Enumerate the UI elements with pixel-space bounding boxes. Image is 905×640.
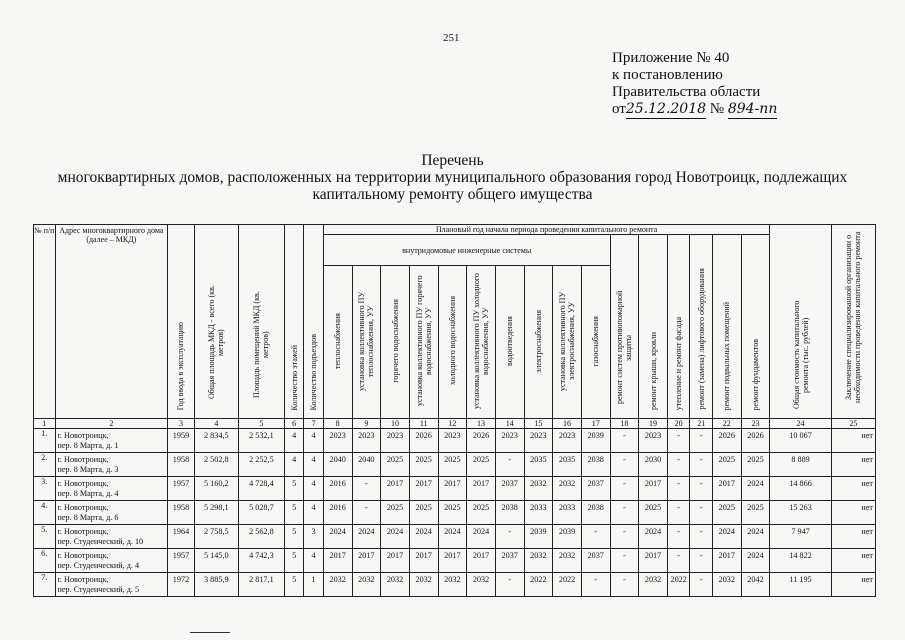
table-cell: 2023 bbox=[381, 429, 410, 453]
header-engineering: внутридомовые инженерные системы bbox=[323, 235, 610, 266]
table-cell: 2032 bbox=[438, 573, 467, 597]
table-cell: 2025 bbox=[438, 501, 467, 525]
table-cell: 5 145,0 bbox=[194, 549, 238, 573]
handwritten-date: 25.12.2018 bbox=[625, 101, 707, 117]
table-row bbox=[34, 525, 876, 549]
table-cell: нет bbox=[831, 477, 875, 501]
column-number: 11 bbox=[409, 419, 438, 429]
header-entrances: Количество подъездов bbox=[304, 225, 323, 419]
address-street: пер. 8 Марта, д. 3 bbox=[57, 464, 119, 474]
table-cell: 2017 bbox=[409, 477, 438, 501]
table-cell: 2023 bbox=[524, 429, 553, 453]
address-street: пер. 8 Марта, д. 4 bbox=[57, 488, 119, 498]
table-cell: 2017 bbox=[352, 549, 381, 573]
header-heating: теплоснабжения bbox=[323, 266, 352, 419]
table-cell: 2025 bbox=[712, 501, 741, 525]
header-cold-water: холодного водоснабжения bbox=[438, 266, 467, 419]
table-cell: 2032 bbox=[524, 477, 553, 501]
column-number: 14 bbox=[495, 419, 524, 429]
table-cell: 2032 bbox=[352, 573, 381, 597]
column-number: 15 bbox=[524, 419, 553, 429]
table-cell: 5 bbox=[284, 549, 303, 573]
table-cell: - bbox=[667, 501, 690, 525]
column-number: 6 bbox=[284, 419, 303, 429]
header-premises-area: Площадь помещений МКД (кв. метров) bbox=[238, 225, 284, 419]
table-cell: нет bbox=[831, 525, 875, 549]
header-floors: Количество этажей bbox=[284, 225, 303, 419]
row-number: 3. bbox=[34, 477, 56, 501]
table-cell: 2017 bbox=[323, 549, 352, 573]
column-number: 7 bbox=[304, 419, 323, 429]
column-number: 18 bbox=[610, 419, 639, 429]
column-number: 10 bbox=[381, 419, 410, 429]
table-cell: - bbox=[667, 549, 690, 573]
header-planned: Плановый год начала периода проведения капитального ремонта bbox=[323, 225, 769, 235]
table-cell: - bbox=[610, 453, 639, 477]
table-cell: 2042 bbox=[741, 573, 770, 597]
table-cell: 2032 bbox=[524, 549, 553, 573]
table-cell: 2032 bbox=[712, 573, 741, 597]
table-cell: 2023 bbox=[352, 429, 381, 453]
table-cell: 2017 bbox=[409, 549, 438, 573]
table-cell: 4 bbox=[304, 549, 323, 573]
table-cell: 14 866 bbox=[770, 477, 831, 501]
table-cell: 2024 bbox=[352, 525, 381, 549]
table-cell: 4 bbox=[304, 501, 323, 525]
table-cell: 2040 bbox=[352, 453, 381, 477]
table-cell: 2 502,8 bbox=[194, 453, 238, 477]
table-cell: 2025 bbox=[438, 453, 467, 477]
header-gas: газоснабжения bbox=[581, 266, 610, 419]
table-cell: 1957 bbox=[168, 549, 195, 573]
table-cell: - bbox=[610, 573, 639, 597]
table-cell: - bbox=[667, 453, 690, 477]
table-cell: 2037 bbox=[581, 549, 610, 573]
column-number: 1 bbox=[34, 419, 56, 429]
table-cell: 2017 bbox=[438, 477, 467, 501]
table-cell: 5 bbox=[284, 525, 303, 549]
table-cell: 2038 bbox=[581, 453, 610, 477]
row-address bbox=[55, 525, 168, 549]
table-cell: - bbox=[495, 453, 524, 477]
table-cell: 2037 bbox=[495, 549, 524, 573]
table-cell: 2022 bbox=[667, 573, 690, 597]
table-cell: 2037 bbox=[495, 477, 524, 501]
table-cell: 5 160,2 bbox=[194, 477, 238, 501]
column-number: 19 bbox=[639, 419, 668, 429]
address-city: г. Новотроицк, bbox=[57, 574, 109, 584]
table-cell: 2024 bbox=[712, 525, 741, 549]
row-address bbox=[55, 429, 168, 453]
row-address bbox=[55, 501, 168, 525]
table-cell: 2024 bbox=[741, 549, 770, 573]
column-number: 24 bbox=[770, 419, 831, 429]
table-cell: - bbox=[352, 501, 381, 525]
address-city: г. Новотроицк, bbox=[57, 454, 109, 464]
row-number: 2. bbox=[34, 453, 56, 477]
column-number: 4 bbox=[194, 419, 238, 429]
row-address bbox=[55, 573, 168, 597]
table-row bbox=[34, 477, 876, 501]
table-cell: 2032 bbox=[639, 573, 668, 597]
table-cell: 1958 bbox=[168, 501, 195, 525]
table-row bbox=[34, 453, 876, 477]
table-cell: - bbox=[610, 429, 639, 453]
table-cell: 2022 bbox=[524, 573, 553, 597]
table-cell: 2039 bbox=[581, 429, 610, 453]
row-address bbox=[55, 453, 168, 477]
table-cell: 2024 bbox=[438, 525, 467, 549]
table-cell: 2025 bbox=[381, 501, 410, 525]
table-cell: 2032 bbox=[409, 573, 438, 597]
page-number: 251 bbox=[443, 32, 460, 44]
table-cell: нет bbox=[831, 549, 875, 573]
address-city: г. Новотроицк, bbox=[57, 478, 109, 488]
table-cell: 1 bbox=[304, 573, 323, 597]
column-number: 8 bbox=[323, 419, 352, 429]
table-body bbox=[34, 429, 876, 597]
address-city: г. Новотроицк, bbox=[57, 430, 109, 440]
table-cell: 2025 bbox=[409, 453, 438, 477]
table-cell: 2017 bbox=[467, 477, 496, 501]
table-cell: 5 bbox=[284, 501, 303, 525]
table-cell: - bbox=[495, 525, 524, 549]
table-cell: 1959 bbox=[168, 429, 195, 453]
table-cell: 2023 bbox=[553, 429, 582, 453]
appendix-line-2: к постановлению bbox=[612, 67, 723, 83]
column-number: 13 bbox=[467, 419, 496, 429]
table-cell: 2 834,5 bbox=[194, 429, 238, 453]
table-cell: 4 bbox=[284, 453, 303, 477]
table-cell: - bbox=[352, 477, 381, 501]
table-cell: 2033 bbox=[524, 501, 553, 525]
table-cell: 2032 bbox=[467, 573, 496, 597]
table-cell: 2024 bbox=[381, 525, 410, 549]
table-cell: 2017 bbox=[639, 477, 668, 501]
table-cell: - bbox=[495, 573, 524, 597]
table-cell: - bbox=[690, 573, 713, 597]
title-line-3: капитальному ремонту общего имущества bbox=[312, 186, 593, 203]
table-cell: 2 252,5 bbox=[238, 453, 284, 477]
document-title bbox=[40, 152, 865, 203]
table-cell: 2023 bbox=[323, 429, 352, 453]
table-cell: 5 bbox=[284, 573, 303, 597]
table-cell: нет bbox=[831, 501, 875, 525]
table-cell: 10 067 bbox=[770, 429, 831, 453]
table-cell: 2 817,1 bbox=[238, 573, 284, 597]
header-foundation: ремонт фундаментов bbox=[741, 235, 770, 419]
table-cell: - bbox=[610, 501, 639, 525]
table-cell: - bbox=[690, 549, 713, 573]
table-cell: - bbox=[581, 573, 610, 597]
handwritten-number: 894-пп bbox=[727, 101, 778, 117]
title-line-1: Перечень bbox=[421, 152, 484, 169]
address-city: г. Новотроицк, bbox=[57, 502, 109, 512]
table-cell: 15 263 bbox=[770, 501, 831, 525]
table-cell: 2024 bbox=[467, 525, 496, 549]
table-cell: 2016 bbox=[323, 477, 352, 501]
number-label: № bbox=[709, 101, 725, 117]
table-cell: - bbox=[581, 525, 610, 549]
row-number: 1. bbox=[34, 429, 56, 453]
table-cell: 2026 bbox=[712, 429, 741, 453]
row-address bbox=[55, 477, 168, 501]
header-fire-protection: ремонт систем противопожарной защиты bbox=[610, 235, 639, 419]
table-cell: 2030 bbox=[639, 453, 668, 477]
table-cell: - bbox=[610, 525, 639, 549]
address-street: пер. Студенческий, д. 5 bbox=[57, 584, 140, 594]
table-cell: - bbox=[690, 453, 713, 477]
table-cell: 2037 bbox=[581, 477, 610, 501]
header-facade: утепление и ремонт фасада bbox=[667, 235, 690, 419]
header-cold-water-meter: установка коллективного ПУ холодного водоснабжения, УУ bbox=[467, 266, 496, 419]
column-number: 25 bbox=[831, 419, 875, 429]
table-cell: - bbox=[667, 477, 690, 501]
header-conclusion: Заключение специализированной организации о необходимости проведения капитального ремонта bbox=[831, 225, 875, 419]
table-cell: 2033 bbox=[553, 501, 582, 525]
table-cell: 4 742,3 bbox=[238, 549, 284, 573]
table-cell: 2032 bbox=[553, 549, 582, 573]
table-cell: 2024 bbox=[741, 525, 770, 549]
table-cell: 3 bbox=[304, 525, 323, 549]
bottom-dash bbox=[190, 632, 230, 633]
header-electricity-meter: установка коллективного ПУ электроснабжения, УУ bbox=[553, 266, 582, 419]
table-cell: 2024 bbox=[741, 477, 770, 501]
table-cell: 11 195 bbox=[770, 573, 831, 597]
table-cell: - bbox=[610, 549, 639, 573]
table-cell: 2025 bbox=[741, 453, 770, 477]
table-cell: нет bbox=[831, 573, 875, 597]
table-cell: 2025 bbox=[467, 453, 496, 477]
table-cell: 2035 bbox=[524, 453, 553, 477]
table-cell: - bbox=[690, 477, 713, 501]
table-cell: 2025 bbox=[741, 501, 770, 525]
table-cell: 2017 bbox=[712, 477, 741, 501]
table-cell: 5 028,7 bbox=[238, 501, 284, 525]
table-cell: - bbox=[667, 429, 690, 453]
table-cell: 4 bbox=[304, 477, 323, 501]
table-cell: 2032 bbox=[381, 573, 410, 597]
table-cell: 4 bbox=[304, 429, 323, 453]
header-electricity: электроснабжения bbox=[524, 266, 553, 419]
table-cell: 2017 bbox=[467, 549, 496, 573]
table-cell: 2038 bbox=[495, 501, 524, 525]
table-cell: 2026 bbox=[467, 429, 496, 453]
column-number-row bbox=[34, 419, 876, 429]
table-cell: 1957 bbox=[168, 477, 195, 501]
table-cell: 2025 bbox=[639, 501, 668, 525]
row-number: 6. bbox=[34, 549, 56, 573]
table-cell: 2 532,1 bbox=[238, 429, 284, 453]
table-cell: 2024 bbox=[323, 525, 352, 549]
table-cell: - bbox=[690, 429, 713, 453]
address-street: пер. 8 Марта, д. 1 bbox=[57, 440, 119, 450]
table-cell: 2023 bbox=[495, 429, 524, 453]
header-total-area: Общая площадь МКД - всего (кв. метров) bbox=[194, 225, 238, 419]
appendix-date-line bbox=[612, 101, 777, 119]
table-cell: 2017 bbox=[438, 549, 467, 573]
column-number: 3 bbox=[168, 419, 195, 429]
table-cell: 2025 bbox=[467, 501, 496, 525]
table-cell: 2025 bbox=[381, 453, 410, 477]
table-cell: 2017 bbox=[712, 549, 741, 573]
table-cell: - bbox=[610, 477, 639, 501]
table-cell: - bbox=[690, 501, 713, 525]
table-cell: 2040 bbox=[323, 453, 352, 477]
table-cell: 2023 bbox=[438, 429, 467, 453]
header-heat-meter: установка коллективного ПУ теплоснабжения, УУ bbox=[352, 266, 381, 419]
table-cell: 1972 bbox=[168, 573, 195, 597]
column-number: 2 bbox=[55, 419, 168, 429]
header-address: Адрес многоквартирного дома (далее – МКД) bbox=[55, 225, 168, 419]
table-cell: 4 bbox=[304, 453, 323, 477]
header-num: № п/п bbox=[34, 225, 56, 419]
row-number: 5. bbox=[34, 525, 56, 549]
column-number: 21 bbox=[690, 419, 713, 429]
header-hot-water-meter: установка коллективного ПУ горячего водоснабжения, УУ bbox=[409, 266, 438, 419]
table-cell: 2023 bbox=[639, 429, 668, 453]
table-cell: 3 885,9 bbox=[194, 573, 238, 597]
table-cell: 1958 bbox=[168, 453, 195, 477]
header-hot-water: горячего водоснабжения bbox=[381, 266, 410, 419]
table-row bbox=[34, 429, 876, 453]
repair-table bbox=[33, 224, 876, 597]
header-sewerage: водоотведения bbox=[495, 266, 524, 419]
header-total-cost: Общая стоимость капитального ремонта (тыс. рублей) bbox=[770, 225, 831, 419]
header-basement: ремонт подвальных помещений bbox=[712, 235, 741, 419]
table-cell: - bbox=[667, 525, 690, 549]
table-cell: 2032 bbox=[553, 477, 582, 501]
row-number: 7. bbox=[34, 573, 56, 597]
table-row bbox=[34, 501, 876, 525]
header-year: Год ввода в эксплуатацию bbox=[168, 225, 195, 419]
table-cell: 4 728,4 bbox=[238, 477, 284, 501]
table-cell: 1964 bbox=[168, 525, 195, 549]
table-cell: 2016 bbox=[323, 501, 352, 525]
row-address bbox=[55, 549, 168, 573]
table-cell: 2026 bbox=[741, 429, 770, 453]
address-street: пер. 8 Марта, д. 6 bbox=[57, 512, 119, 522]
table-cell: 5 bbox=[284, 477, 303, 501]
table-cell: 2022 bbox=[553, 573, 582, 597]
table-cell: 2024 bbox=[409, 525, 438, 549]
appendix-block bbox=[612, 50, 777, 119]
address-city: г. Новотроицк, bbox=[57, 526, 109, 536]
table-row bbox=[34, 573, 876, 597]
column-number: 17 bbox=[581, 419, 610, 429]
table-cell: 2025 bbox=[409, 501, 438, 525]
appendix-line-1: Приложение № 40 bbox=[612, 50, 730, 66]
table-cell: 7 947 bbox=[770, 525, 831, 549]
address-city: г. Новотроицк, bbox=[57, 550, 109, 560]
table-cell: 8 889 bbox=[770, 453, 831, 477]
table-cell: 2024 bbox=[639, 525, 668, 549]
column-number: 22 bbox=[712, 419, 741, 429]
column-number: 16 bbox=[553, 419, 582, 429]
column-number: 12 bbox=[438, 419, 467, 429]
column-number: 9 bbox=[352, 419, 381, 429]
column-number: 20 bbox=[667, 419, 690, 429]
table-cell: 2026 bbox=[409, 429, 438, 453]
column-number: 5 bbox=[238, 419, 284, 429]
address-street: пер. Студенческий, д. 10 bbox=[57, 536, 144, 546]
address-street: пер. Студенческий, д. 4 bbox=[57, 560, 140, 570]
table-row bbox=[34, 549, 876, 573]
table-cell: 2017 bbox=[381, 477, 410, 501]
table-cell: 2 758,5 bbox=[194, 525, 238, 549]
table-cell: 2039 bbox=[553, 525, 582, 549]
from-label: от bbox=[612, 101, 626, 117]
table-cell: нет bbox=[831, 429, 875, 453]
table-cell: 2 562,8 bbox=[238, 525, 284, 549]
table-cell: 2038 bbox=[581, 501, 610, 525]
table-cell: 14 822 bbox=[770, 549, 831, 573]
table-cell: 4 bbox=[284, 429, 303, 453]
row-number: 4. bbox=[34, 501, 56, 525]
table-cell: 2035 bbox=[553, 453, 582, 477]
table-cell: нет bbox=[831, 453, 875, 477]
appendix-line-3: Правительства области bbox=[612, 84, 761, 100]
table-cell: 2039 bbox=[524, 525, 553, 549]
table-cell: 2025 bbox=[712, 453, 741, 477]
column-number: 23 bbox=[741, 419, 770, 429]
table-cell: 2017 bbox=[381, 549, 410, 573]
title-line-2: многоквартирных домов, расположенных на территории муниципального образования город Новотроицк, подлежащих bbox=[57, 169, 848, 186]
table-cell: - bbox=[690, 525, 713, 549]
header-roof: ремонт крыши, кровли bbox=[639, 235, 668, 419]
table-cell: 5 298,1 bbox=[194, 501, 238, 525]
header-elevator: ремонт (замена) лифтового оборудования bbox=[690, 235, 713, 419]
table-cell: 2032 bbox=[323, 573, 352, 597]
table-cell: 2017 bbox=[639, 549, 668, 573]
